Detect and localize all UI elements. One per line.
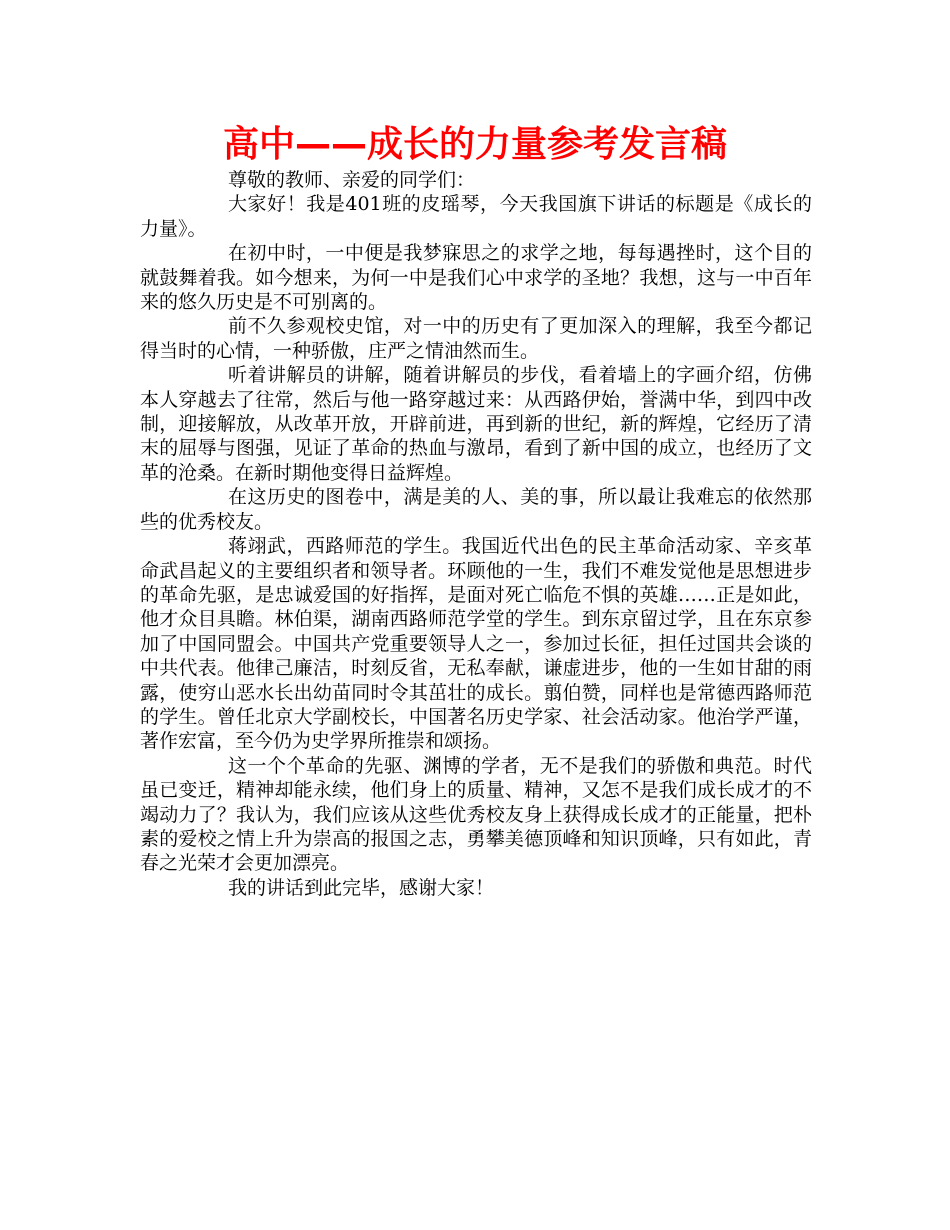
paragraph-junior-high: 在初中时，一中便是我梦寐思之的求学之地，每每遇挫时，这个目的就鼓舞着我。如今想来，为何一中是我们心中求学的圣地？我想，这与一中百年来的悠久历史是不可别离的。	[140, 242, 812, 314]
paragraph-history: 听着讲解员的讲解，随着讲解员的步伐，看着墙上的字画介绍，仿佛本人穿越去了往常，然后与他一路穿越过来：从西路伊始，誉满中华，到四中改制，迎接解放，从改革开放，开辟前进，再到新的世纪，新的辉煌，它经历了清末的屈辱与图强，见证了革命的热血与激昂，看到了新中国的成立，也经历了文革的沧桑。在新时期他变得日益辉煌。	[140, 364, 812, 484]
paragraph-inspiration: 这一个个革命的先驱、渊博的学者，无不是我们的骄傲和典范。时代虽已变迁，精神却能永续，他们身上的质量、精神，又怎不是我们成长成才的不竭动力了？我认为，我们应该从这些优秀校友身上获得成长成才的正能量，把朴素的爱校之情上升为崇高的报国之志，勇攀美德顶峰和知识顶峰，只有如此，青春之光荣才会更加漂亮。	[140, 754, 812, 875]
paragraph-alumni-intro: 在这历史的图卷中，满是美的人、美的事，所以最让我难忘的依然那些的优秀校友。	[140, 486, 812, 533]
paragraph-alumni: 蒋翊武，西路师范的学生。我国近代出色的民主革命活动家、辛亥革命武昌起义的主要组织者和领导者。环顾他的一生，我们不难发觉他是思想进步的革命先驱，是忠诚爱国的好指挥，是面对死亡临危不惧的英雄……正是如此，他才众目具瞻。林伯渠，湖南西路师范学堂的学生。到东京留过学，且在东京参加了中国同盟会。中国共产党重要领导人之一，参加过长征，担任过国共会谈的中共代表。他律己廉洁，时刻反省，无私奉献，谦虚进步，他的一生如甘甜的雨露，使穷山恶水长出幼苗同时令其茁壮的成长。翦伯赞，同样也是常德西路师范的学生。曾任北京大学副校长，中国著名历史学家、社会活动家。他治学严谨，著作宏富，至今仍为史学界所推崇和颂扬。	[140, 535, 812, 753]
paragraph-greeting: 尊敬的教师、亲爱的同学们：	[228, 169, 476, 191]
document-body	[140, 168, 812, 900]
paragraph-museum-visit: 前不久参观校史馆，对一中的历史有了更加深入的理解，我至今都记得当时的心情，一种骄傲，庄严之情油然而生。	[140, 315, 812, 362]
document-title: 高中——成长的力量参考发言稿	[222, 124, 727, 165]
paragraph-closing: 我的讲话到此完毕，感谢大家！	[228, 876, 495, 899]
paragraph-intro: 大家好！我是401班的皮瑶琴，今天我国旗下讲话的标题是《成长的力量》。	[140, 193, 812, 240]
